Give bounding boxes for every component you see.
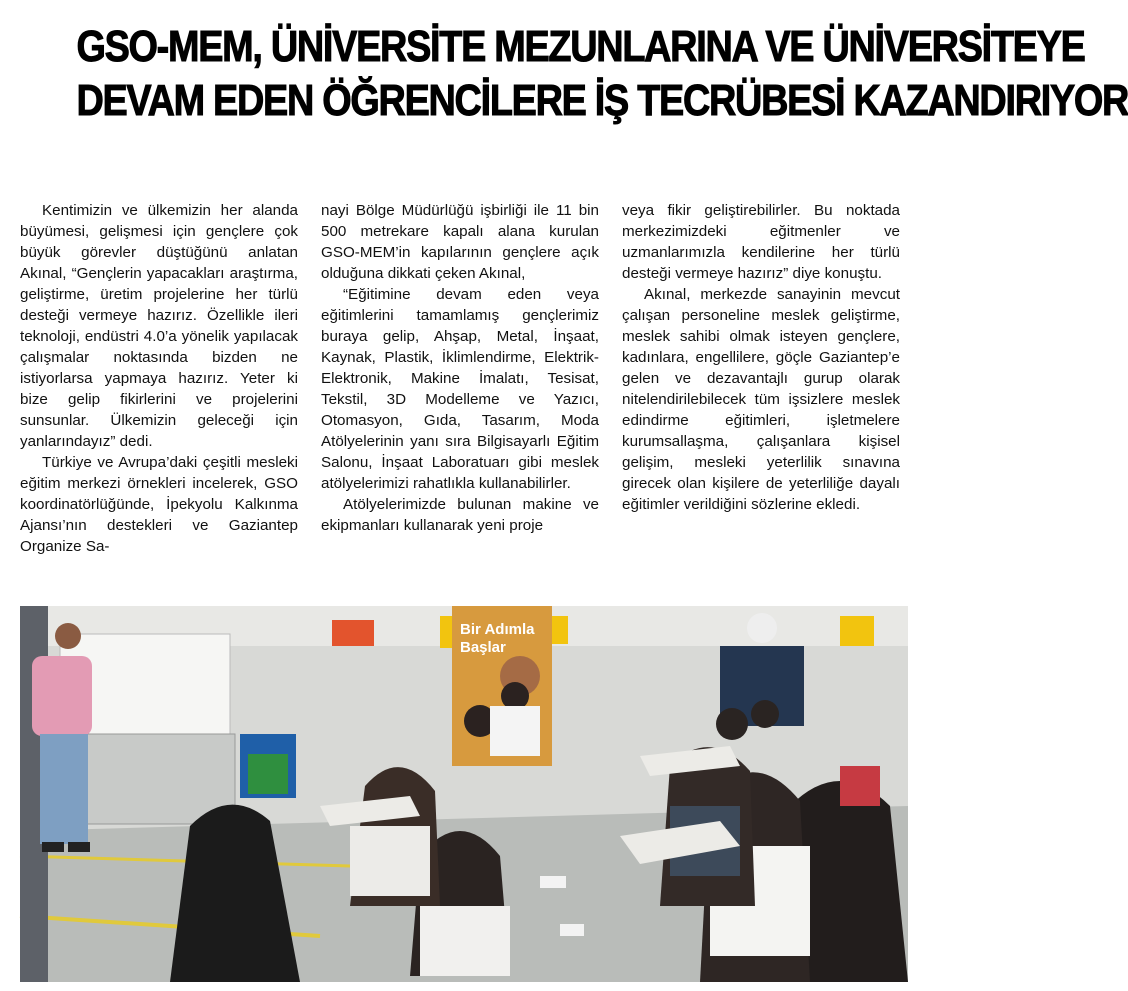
article-column-3 bbox=[622, 200, 900, 604]
paragraph: nayi Bölge Müdürlüğü işbirliği ile 11 bin 500 metrekare kapalı alana kurulan GSO-MEM’in kapılarının gençlere açık olduğuna dikkati çeken Akınal, bbox=[321, 202, 599, 282]
classroom-photo bbox=[20, 606, 908, 982]
article-column-2 bbox=[321, 200, 599, 604]
headline-line-1: GSO-MEM, ÜNİVERSİTE MEZUNLARINA VE ÜNİVERSİTEYE bbox=[76, 22, 1085, 71]
article-body bbox=[20, 200, 900, 604]
paragraph: veya fikir geliştirebilirler. Bu noktada merkezimizdeki eğitmenler ve uzmanlarımızla kendilerine her türlü desteği vermeye hazırız” diye konuştu. bbox=[622, 202, 900, 282]
paragraph: Türkiye ve Avrupa’daki çeşitli mesleki eğitim merkezi örnekleri incelerek, GSO koordinatörlüğünde, İpekyolu Kalkınma Ajansı’nın destekleri ve Gaziantep Organize Sa- bbox=[20, 454, 298, 555]
paragraph: Akınal, merkezde sanayinin mevcut çalışan personeline meslek geliştirme, meslek sahibi olmak isteyen gençlere, kadınlara, engellilere, göçle Gaziantep’e gelen ve dezavantajlı gurup olarak nitelendirilebilecek tüm işsizlere meslek edindirme eğitimleri, işletmelere kurumsallaşma, çalışanlara kişisel gelişim, mesleki yeterlilik sınavına girecek olan kişilere de yeterliliğe dayalı eğitimler verildiğini sözlerine ekledi. bbox=[622, 286, 900, 513]
article-column-1 bbox=[20, 200, 298, 604]
paragraph: “Eğitimine devam eden veya eğitimlerini tamamlamış gençlerimiz buraya gelip, Ahşap, Metal, İnşaat, Kaynak, Plastik, İklimlendirme, Elektrik-Elektronik, Makine İmalatı, Tesisat, Tekstil, 3D Modelleme ve Yazıcı, Otomasyon, Gıda, Tasarım, Moda Atölyelerinin yanı sıra Bilgisayarlı Eğitim Salonu, İnşaat Laboratuarı gibi meslek atölyelerimizi rahatlıkla kullanabilirler. bbox=[321, 286, 599, 492]
article-photo bbox=[20, 606, 908, 982]
paragraph: Atölyelerimizde bulunan makine ve ekipmanları kullanarak yeni proje bbox=[321, 496, 599, 534]
poster-text: Başlar bbox=[460, 639, 506, 656]
article-headline bbox=[76, 20, 1128, 128]
poster-text: Bir Adımla bbox=[460, 621, 535, 638]
paragraph: Kentimizin ve ülkemizin her alanda büyümesi, gelişmesi için gençlere çok büyük görevler düştüğünü anlatan Akınal, “Gençlerin yapacakları araştırma, geliştirme, üretim projelerine her türlü desteği vermeye hazırız. Özellikle ileri teknoloji, endüstri 4.0’a yönelik yapılacak çalışmalar noktasında bizden ne istiyorlarsa yapmaya hazırız. Yeter ki bize gelip fikirlerini ve projelerini sunsunlar. Ülkemizin geleceği için yanlarındayız” dedi. bbox=[20, 202, 298, 450]
headline-line-2: DEVAM EDEN ÖĞRENCİLERE İŞ TECRÜBESİ KAZANDIRIYOR bbox=[76, 76, 1128, 125]
